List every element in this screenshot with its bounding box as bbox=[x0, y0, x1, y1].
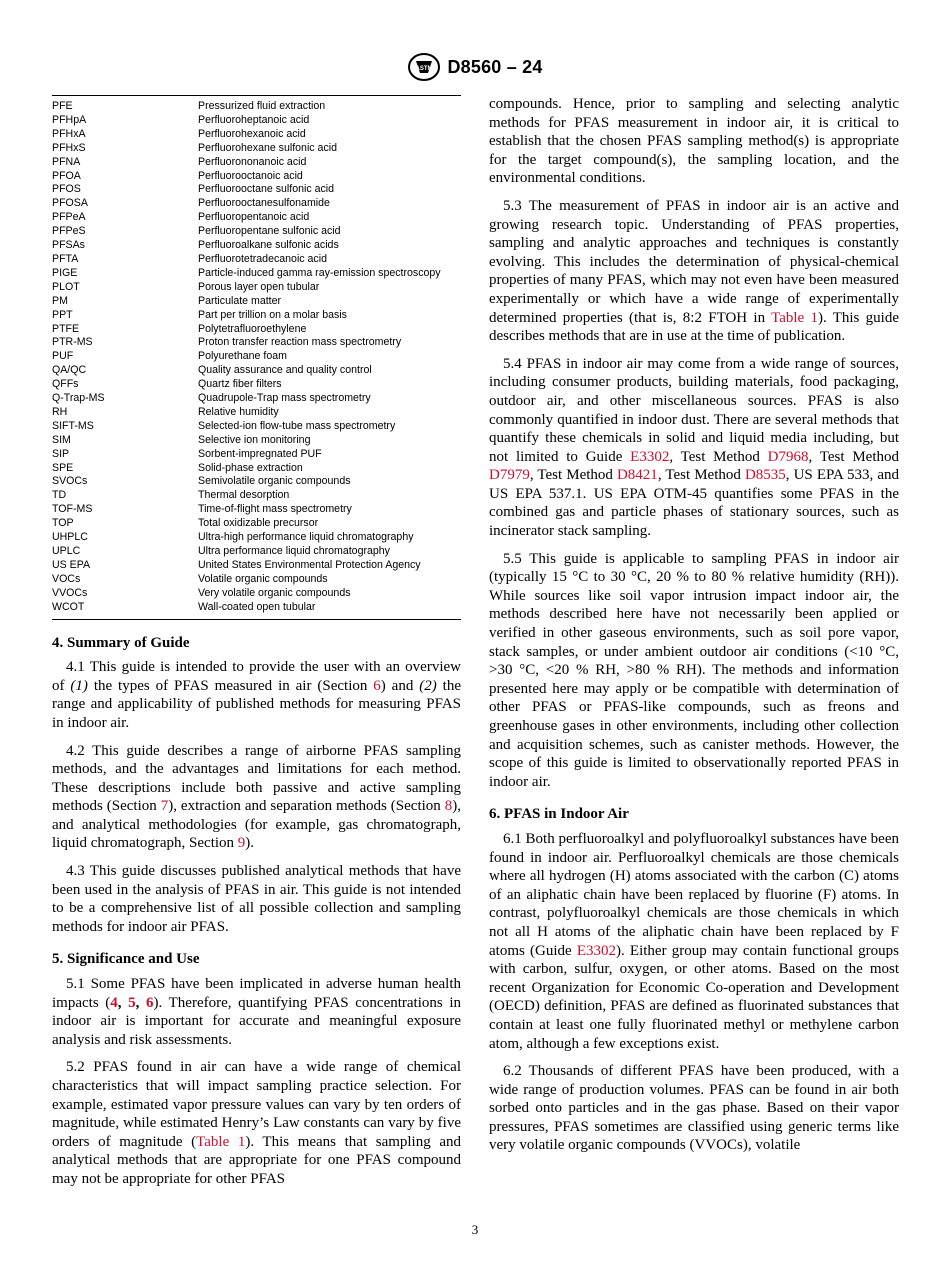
abbreviation-definition: Particulate matter bbox=[198, 294, 282, 307]
abbreviation-definition: Wall-coated open tubular bbox=[198, 600, 316, 613]
abbreviation-definition: Ultra-high performance liquid chromatography bbox=[198, 531, 414, 544]
abbreviation-term: PFHpA bbox=[52, 113, 87, 126]
abbreviation-row bbox=[52, 573, 461, 587]
abbreviation-row bbox=[52, 309, 461, 323]
abbreviation-row bbox=[52, 128, 461, 142]
abbreviation-definition: Time-of-flight mass spectrometry bbox=[198, 503, 352, 516]
right-column bbox=[489, 95, 899, 1164]
abbreviation-definition: Perfluorohexanoic acid bbox=[198, 127, 306, 140]
abbreviation-term: PFSAs bbox=[52, 239, 85, 252]
para-5-2: 5.2 PFAS found in air can have a wide range of chemical characteristics that will impact sampling practice selection. For example, estimated vapor pressure values can vary by ten orders of magnitude, while estimated Henry’s Law constants can vary by five orders of magnitude (Table 1). This means that sampling and analytical methods that are appropriate for one PFAS compound may not be appropriate for other PFAS bbox=[52, 1059, 461, 1187]
abbreviation-row bbox=[52, 156, 461, 170]
abbreviation-definition: Solid-phase extraction bbox=[198, 461, 303, 474]
abbreviation-term: UPLC bbox=[52, 545, 81, 557]
abbreviation-term: PIGE bbox=[52, 266, 78, 279]
section-6-heading: 6. PFAS in Indoor Air bbox=[489, 806, 629, 823]
section-8-link[interactable]: 8 bbox=[444, 798, 453, 815]
d8535-link[interactable]: D8535 bbox=[744, 467, 786, 484]
abbreviation-definition: Sorbent-impregnated PUF bbox=[198, 447, 322, 460]
ref-5-link[interactable]: 5 bbox=[128, 994, 136, 1011]
abbreviation-row bbox=[52, 183, 461, 197]
abbreviation-term: PLOT bbox=[52, 280, 80, 293]
abbreviation-definition: Thermal desorption bbox=[198, 489, 290, 502]
abbreviation-definition: Perfluorononanoic acid bbox=[198, 155, 307, 168]
section-9-link[interactable]: 9 bbox=[237, 835, 246, 852]
abbreviation-row bbox=[52, 517, 461, 531]
abbreviation-definition: Volatile organic compounds bbox=[198, 572, 328, 585]
abbreviation-term: TD bbox=[52, 489, 67, 502]
para-6-2: 6.2 Thousands of different PFAS have been produced, with a wide range of production volumes. PFAS can be found in air both sorbed onto particles and in the gas phase. Based on their vapor pressures, PFAS sometimes are classified using generic terms like very volatile organic compounds (VVOCs), volatile bbox=[489, 1063, 899, 1154]
abbreviation-term: PFE bbox=[52, 100, 73, 112]
d7979-link[interactable]: D7979 bbox=[489, 467, 530, 484]
para-4-2: 4.2 This guide describes a range of airborne PFAS sampling methods, and the advantages and limitations for each method. These descriptions include both passive and active sampling methods (Section 7), extraction and separation methods (Section 8), and analytical methodologies (for example, gas chromatograph, liquid chromatograph, Section 9). bbox=[52, 742, 461, 852]
astm-logo-icon bbox=[407, 52, 441, 82]
abbreviation-term: TOF-MS bbox=[52, 503, 93, 516]
abbreviation-definition: Particle-induced gamma ray-emission spectroscopy bbox=[198, 266, 441, 279]
e3302-link[interactable]: E3302 bbox=[630, 448, 670, 465]
abbreviation-definition: Total oxidizable precursor bbox=[198, 517, 319, 530]
abbreviation-term: RH bbox=[52, 405, 68, 418]
abbreviation-definition: Semivolatile organic compounds bbox=[198, 475, 351, 488]
abbreviation-term: WCOT bbox=[52, 600, 85, 613]
abbreviation-definition: Perfluoropentane sulfonic acid bbox=[198, 225, 341, 238]
abbreviation-term: PFOA bbox=[52, 169, 81, 182]
abbreviation-definition: Quartz fiber filters bbox=[198, 378, 282, 391]
abbreviation-term: PFPeA bbox=[52, 211, 86, 224]
abbreviation-row bbox=[52, 392, 461, 406]
abbreviation-row bbox=[52, 503, 461, 517]
abbreviation-definition: Porous layer open tubular bbox=[198, 280, 320, 293]
abbreviation-term: QFFs bbox=[52, 378, 79, 391]
abbreviation-definition: Selected-ion flow-tube mass spectrometry bbox=[198, 419, 396, 432]
table-1-link[interactable]: Table 1 bbox=[771, 309, 818, 326]
para-5-4: 5.4 PFAS in indoor air may come from a wide range of sources, including consumer products, building materials, food packaging, outdoor air, and other miscellaneous sources. PFAS is also commonly quantified in indoor dust. There are several methods that quantify these chemicals in solid and liquid media including, but not limited to Guide E3302, Test Method D7968, Test Method D7979, Test Method D8421, Test Method D8535, US EPA 533, and US EPA 537.1. US EPA OTM-45 quantifies some PFAS in the combined gas and particle phases of stationary sources, such as incinerator stack sampling. bbox=[489, 355, 900, 540]
abbreviation-row bbox=[52, 114, 461, 128]
abbreviation-row bbox=[52, 281, 461, 295]
abbreviation-term: US EPA bbox=[52, 558, 91, 571]
abbreviation-row bbox=[52, 587, 461, 601]
page-number: 3 bbox=[471, 1222, 479, 1237]
abbreviation-definition: Ultra performance liquid chromatography bbox=[198, 545, 390, 557]
abbreviation-definition: Pressurized fluid extraction bbox=[198, 100, 326, 112]
abbreviation-row bbox=[52, 142, 461, 156]
para-6-1: 6.1 Both perfluoroalkyl and polyfluoroalkyl substances have been found in indoor air. Perfluoroalkyl chemicals are those chemicals where all hydrogen (H) atoms associated with the carbon (C) atoms of an aliphatic chain have been replaced by fluorine (F) atoms. In contrast, polyfluoroalkyl chemicals are those chemicals in which not all H atoms of the aliphatic chain have been replaced by F atoms (Guide E3302). Either group may contain functional groups with carbon, sulfur, oxygen, or other atoms. Based on the most recent Organization for Economic Co-operation and Development (OECD) definition, PFAS are defined as fluorinated substances that contain at least one fully fluorinated methyl or methylene carbon atom, although a few exceptions exist. bbox=[489, 830, 900, 1052]
abbreviation-term: PFPeS bbox=[52, 225, 86, 238]
abbreviation-term: QA/QC bbox=[52, 364, 87, 377]
abbreviations-table bbox=[52, 95, 461, 620]
para-5-3: 5.3 The measurement of PFAS in indoor air is an active and growing research topic. Understanding of PFAS properties, sampling and analytic approaches and techniques is constantly evolving. This includes the determination of physical-chemical properties of many PFAS, which may not even have been measured experimentally or which have a wide range of experimentally determined properties (that is, 8:2 FTOH in Table 1). This guide describes methods that are in use at the time of publication. bbox=[489, 197, 899, 345]
section-6-link[interactable]: 6 bbox=[373, 677, 381, 694]
abbreviation-row bbox=[52, 267, 461, 281]
abbreviation-term: VOCs bbox=[52, 572, 81, 585]
abbreviation-row bbox=[52, 197, 461, 211]
abbreviation-term: PPT bbox=[52, 308, 73, 321]
abbreviation-row bbox=[52, 406, 461, 420]
abbreviation-row bbox=[52, 559, 461, 573]
ref-4-link[interactable]: 4 bbox=[110, 994, 118, 1011]
abbreviation-row bbox=[52, 448, 461, 462]
abbreviation-term: PUF bbox=[52, 350, 74, 363]
table-1-link[interactable]: Table 1 bbox=[196, 1133, 246, 1150]
abbreviation-term: PFOSA bbox=[52, 197, 88, 210]
e3302-link[interactable]: E3302 bbox=[576, 942, 616, 959]
abbreviation-row bbox=[52, 100, 461, 114]
abbreviation-row bbox=[52, 364, 461, 378]
abbreviation-definition: Quadrupole-Trap mass spectrometry bbox=[198, 392, 371, 405]
abbreviation-definition: Quality assurance and quality control bbox=[198, 364, 372, 377]
abbreviation-term: PFTA bbox=[52, 252, 79, 265]
abbreviation-definition: Perfluorooctane sulfonic acid bbox=[198, 183, 335, 196]
para-4-3: 4.3 This guide discusses published analytical methods that have been used in the analysis of PFAS in air. This guide is not intended to be a comprehensive list of all possible collection and sampling methods for indoor air PFAS. bbox=[52, 863, 461, 935]
abbreviation-row bbox=[52, 253, 461, 267]
para-5-5: 5.5 This guide is applicable to sampling PFAS in indoor air (typically 15 °C to 30 °C, 20 % to 80 % relative humidity (RH)). While sources like soil vapor intrusion impact indoor air, the methods described here have not necessarily been applied or verified in other gaseous environments, such as soil pore vapor, stack samples, or under ambient outdoor air conditions (<10 °C, >30 °C, <20 % RH, >80 % RH). The methods and information presented here may apply or be compatible with determination of other PFAS or PFAS-like compounds, such as freons and greenhouse gases in other environments, including other collection and acquisition schemes, such as canister methods. However, the scope of this guide is limited to observationally reported PFAS in indoor air. bbox=[489, 550, 899, 790]
abbreviation-definition: Relative humidity bbox=[198, 405, 279, 418]
abbreviation-row bbox=[52, 420, 461, 434]
ref-6-link[interactable]: 6 bbox=[146, 994, 154, 1011]
abbreviation-term: UHPLC bbox=[52, 531, 88, 544]
para-5-1: 5.1 Some PFAS have been implicated in adverse human health impacts (4, 5, 6). Therefore, quantifying PFAS concentrations in indoor air is important for accurate and meaningful exposure analysis and risk assessments. bbox=[52, 976, 462, 1048]
abbreviation-definition: Polytetrafluoroethylene bbox=[198, 322, 307, 335]
abbreviation-row bbox=[52, 336, 461, 350]
abbreviation-definition: Perfluorooctanoic acid bbox=[198, 169, 303, 182]
abbreviation-definition: Proton transfer reaction mass spectrometry bbox=[198, 336, 402, 349]
section-5-heading: 5. Significance and Use bbox=[52, 951, 200, 968]
abbreviation-term: PTFE bbox=[52, 322, 80, 335]
para-5-2-continued: compounds. Hence, prior to sampling and selecting analytic methods for PFAS measurement in indoor air, it is critical to establish that the chosen PFAS sampling method(s) is appropriate for the target compound(s), the sampling location, and the environmental conditions. bbox=[489, 96, 899, 187]
abbreviation-term: SIM bbox=[52, 433, 71, 446]
abbreviation-row bbox=[52, 462, 461, 476]
abbreviation-definition: Perfluorohexane sulfonic acid bbox=[198, 141, 337, 154]
abbreviation-row bbox=[52, 239, 461, 253]
abbreviation-row bbox=[52, 323, 461, 337]
abbreviation-row bbox=[52, 378, 461, 392]
d7968-link[interactable]: D7968 bbox=[767, 448, 809, 465]
abbreviation-definition: United States Environmental Protection Agency bbox=[198, 558, 421, 571]
abbreviation-term: SIFT-MS bbox=[52, 419, 94, 432]
para-4-1: 4.1 This guide is intended to provide the user with an overview of (1) the types of PFAS measured in air (Section 6) and (2) the range and applicability of published methods for measuring PFAS in indoor air. bbox=[52, 659, 462, 731]
abbreviation-row bbox=[52, 434, 461, 448]
abbreviation-definition: Perfluorotetradecanoic acid bbox=[198, 252, 327, 265]
abbreviation-term: Q-Trap-MS bbox=[52, 392, 105, 405]
abbreviation-row bbox=[52, 211, 461, 225]
abbreviation-row bbox=[52, 489, 461, 503]
abbreviation-definition: Very volatile organic compounds bbox=[198, 586, 351, 599]
astm-logo-text: ASTM bbox=[415, 66, 433, 72]
abbreviation-term: PFOS bbox=[52, 183, 81, 196]
abbreviation-term: PM bbox=[52, 294, 68, 307]
page-header bbox=[0, 52, 950, 87]
abbreviation-term: PFHxS bbox=[52, 141, 86, 154]
abbreviation-term: TOP bbox=[52, 517, 74, 530]
abbreviation-definition: Perfluoropentanoic acid bbox=[198, 211, 310, 224]
abbreviation-row bbox=[52, 350, 461, 364]
abbreviation-row bbox=[52, 545, 461, 559]
abbreviation-term: SVOCs bbox=[52, 475, 88, 488]
abbreviation-term: PTR-MS bbox=[52, 336, 93, 349]
abbreviation-row bbox=[52, 475, 461, 489]
abbreviation-term: SIP bbox=[52, 447, 70, 460]
section-4-heading: 4. Summary of Guide bbox=[52, 634, 190, 651]
abbreviation-definition: Selective ion monitoring bbox=[198, 433, 311, 446]
abbreviation-definition: Perfluoroalkane sulfonic acids bbox=[198, 239, 339, 252]
abbreviation-term: SPE bbox=[52, 461, 74, 474]
left-column bbox=[52, 95, 461, 1198]
abbreviation-row bbox=[52, 531, 461, 545]
abbreviation-term: VVOCs bbox=[52, 586, 88, 599]
abbreviation-term: PFNA bbox=[52, 155, 81, 168]
abbreviation-row bbox=[52, 170, 461, 184]
section-7-link[interactable]: 7 bbox=[160, 798, 169, 815]
abbreviation-row bbox=[52, 225, 461, 239]
abbreviation-definition: Polyurethane foam bbox=[198, 350, 287, 363]
abbreviation-row bbox=[52, 601, 461, 615]
standard-designation: D8560 – 24 bbox=[447, 56, 543, 77]
abbreviation-definition: Part per trillion on a molar basis bbox=[198, 308, 347, 321]
abbreviation-definition: Perfluoroheptanoic acid bbox=[198, 113, 310, 126]
abbreviation-row bbox=[52, 295, 461, 309]
abbreviation-definition: Perfluorooctanesulfonamide bbox=[198, 197, 330, 210]
abbreviation-term: PFHxA bbox=[52, 127, 86, 140]
d8421-link[interactable]: D8421 bbox=[616, 467, 658, 484]
